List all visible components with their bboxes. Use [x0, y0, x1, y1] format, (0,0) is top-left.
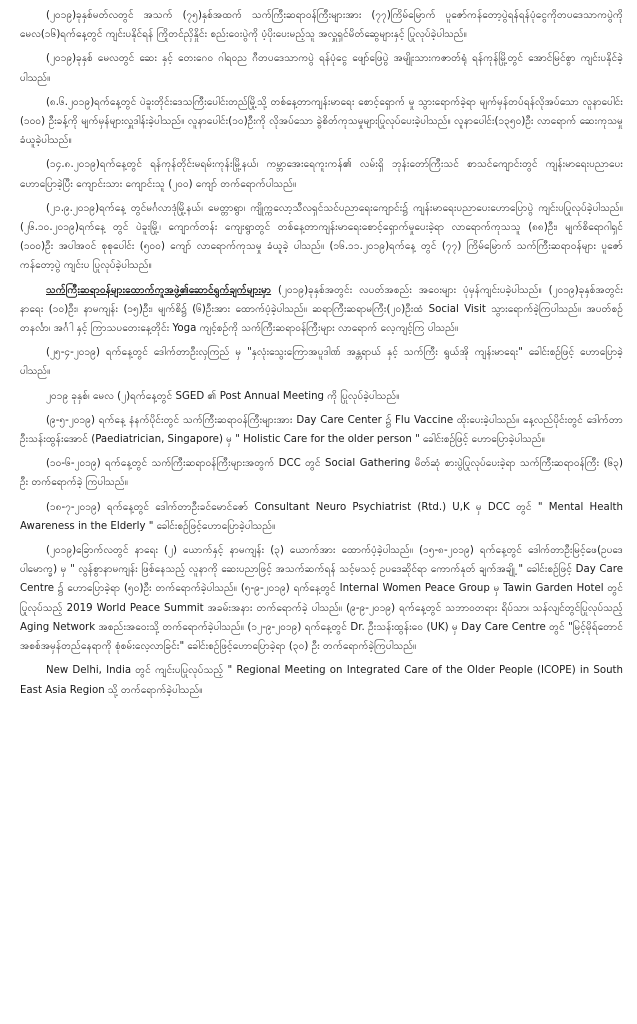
paragraph-9: (၉-၅-၂၀၁၉) ရက်နေ့ နံနက်ပိုင်းတွင် သက်ကြီးဆရာဝန်ကြီးများအား Day Care Center ၌ Flu Vaccine ထိုးပေးခဲ့ပါသည်။ နေ့လည်ပိုင်းတွင် ဒေါက်တာဦးသန်းထွန်းအောင် (Paediatrician, Singapore) မှ " Holistic Care for the older person " ခေါင်းစဉ်ဖြင့် ဟောပြောခဲ့ပါသည်။: [20, 414, 623, 446]
paragraph-7: (၂၅-၄-၂၀၁၉) ရက်နေ့တွင် ဒေါက်တာဦးလှကြည် မှ "နှလုံးသွေးကြောအပူဒါဏ် အန္တရာယ် နှင့် သက်ကြီး ရွယ်အို ကျန်းမာရေး" ခေါင်းစဉ်ဖြင့် ဟောပြောခဲ့ပါသည်။: [20, 347, 623, 378]
paragraph-1: (၂၀၁၉)ခုနှစ်မတ်လတွင် အသက် (၇၅)နှစ်အထက် သက်ကြီးဆရာဝန်ကြီးများအား (၇၇)ကြိမ်မြောက် ပူဇော်ကန်တော့ပွဲရန်ရန်ပုံငွေကိုတပဒေသာကပွဲကို မေလ(၁၆)ရက်နေ့တွင် ကျင်းပနိုင်ရန် ကြိုတင်ညှိနှိုင်း စည်းဝေးပွဲကို ပံ့ပိုးပေးမည့်သူ အလှူရှင်မိတ်ဆွေများနှင့် ပြုလုပ်ခဲ့ပါသည်။: [20, 10, 623, 41]
paragraph-12: (၂၀၁၉)ခြောက်လတွင် နာရေး (၂) ယောက်နှင့် နာမကျန်း (၃) ယောက်အား ထောက်ပံ့ခဲ့ပါသည်။ (၁၅-၈-၂၀၁၉) ရက်နေ့တွင် ဒေါက်တာဦးမြင့်ဖေ(ဥပဒေပါမောက္ခ) မှ " လွန်စွာနာမကျန်း ဖြစ်နေသည့် လူနာကို ဆေးပညာဖြင့် အသက်ဆက်ရန် သင့်မသင့် ဥပဒေဆိုင်ရာ ကောက်နုတ် ချက်အချို့ " ခေါင်းစဉ်ဖြင့် Day Care Centre ၌ ဟောပြောခဲ့ရာ (၅၀)ဦး တက်ရောက်ခဲ့ပါသည်။ (၅-၉-၂၀၁၉) ရက်နေ့တွင် Internal Women Peace Group မှ Tawin Garden Hotel တွင်ပြုလုပ်သည့် 2019 World Peace Summit အခမ်းအနား တက်ရောက်ခဲ့ ပါသည်။ (၉-၉-၂၀၁၉) ရက်နေ့တွင် သဘာဝတရား ရိပ်သာ၊ သန်လျင်တွင်ပြုလုပ်သည့် Aging Network အစည်းအဝေးသို့ တက်ရောက်ခဲ့ပါသည်။ (၁၂-၉-၂၀၁၉) ရက်နေ့တွင် Dr. ဦးသန်းထွန်းဝေ (UK) မှ Day Care Centre တွင် "မြင့်မိုရ်တောင်အစစ်အမှန်တည်နေရာကို စုံစမ်းလေ့လာခြင်း" ခေါင်းစဉ်ဖြင့်ဟောပြောခဲ့ရာ (၃၀) ဦး တက်ရောက်ခဲ့ကြပါသည်။: [20, 545, 623, 653]
paragraph-2: (၂၀၁၉)ခုနှစ် မေလတွင် ဆေး နှင့် တေးဂေဝ ဂါရဝည ဂီတပဒေသာကပွဲ ရန်ပုံငွေ ဖျော်ဖြေပွဲ အမျိုးသားကဇာတ်ရုံ ရန်ကုန်မြို့တွင် အောင်မြင်စွာ ကျင်းပနိုင်ခဲ့ပါသည်။: [20, 53, 623, 84]
paragraph-8: ၂၀၁၉ ခုနှစ်၊ မေလ (၂)ရက်နေ့တွင် SGED ၏ Post Annual Meeting ကို ပြုလုပ်ခဲ့ပါသည်။: [46, 390, 400, 402]
paragraph-11: (၁၈-၇-၂၀၁၉) ရက်နေ့တွင် ဒေါက်တာဦးခင်မောင်ဇော် Consultant Neuro Psychiatrist (Rtd.) U,K မှ DCC တွင် " Mental Health Awareness in the Elderly " ခေါင်းစဉ်ဖြင့်ဟောပြောခဲ့ပါသည်။: [20, 501, 623, 532]
paragraph-3: (၈.၆.၂၀၁၉)ရက်နေ့တွင် ပဲခူးတိုင်းဒေသကြီးပေါင်းတည်မြို့သို့ တစ်နေ့တာကျန်းမာရေး စောင့်ရှောက် မှု သွားရောက်ခဲ့ရာ မျက်မှန်တပ်ရန်လိုအပ်သော လူနာပေါင်း (၁၀၀) ဦးခန့်ကို မျက်မှန်များလှူဒါန်းခဲ့ပါသည်။ လူနာပေါင်း(၁၀)ဦးကို လိုအပ်သော ခွဲစိတ်ကုသမှုများပြုလုပ်ပေးခဲ့ပါသည်။ လူနာပေါင်း(၁၃၅၀)ဦး လာရောက် ဆေးကုသမှုခံယူခဲ့ပါသည်။: [20, 96, 623, 147]
paragraph-4: (၁၄.၈.၂၀၁၉)ရက်နေ့တွင် ရန်ကုန်တိုင်းမရမ်းကုန်းမြို့နယ်၊ ကမ္ဘာအေးရေကူးကန်၏ လမ်းရှိ ဘုန်းတော်ကြီးသင် စာသင်ကျောင်းတွင် ကျန်းမာရေးပညာပေးဟောပြောခဲ့ပြီး ကျောင်းသား ကျောင်းသူ (၂၀၀) ကျော် တက်ရောက်ပါသည်။: [20, 159, 623, 190]
paragraph-6-body: (၂၀၁၉)ခုနှစ်အတွင်း လပတ်အစည်း အဝေးများ ပုံမှန်ကျင်းပခဲ့ပါသည်။ (၂၀၁၉)ခုနှစ်အတွင်း နာရေး (၁၀)ဦး၊ နာမကျန်း (၁၅)ဦး၊ မျက်စိ၌ (၆)ဦးအား ထောက်ပံ့ခဲ့ပါသည်။ ဆရာကြီးဆရာမကြီး(၂၀)ဦးထံ Social Visit သွားရောက်ခဲ့ကြပါသည်။ အပတ်စဉ် တနင်္လာ၊ အင်္ဂါ နှင့် ကြာသပတေးနေ့တိုင်း Yoga ကျင့်စဉ်ကို သက်ကြီးဆရာဝန်ကြီးများ လာရောက် လေ့ကျင့်ကြ ပါသည်။: [20, 284, 623, 335]
paragraph-13: New Delhi, India တွင် ကျင်းပပြုလုပ်သည့် " Regional Meeting on Integrated Care of the Older People (ICOPE) in South East Asia Region သို့ တက်ရောက်ခဲ့ပါသည်။: [20, 665, 623, 696]
underlined-heading: သက်ကြီးဆရာဝန်များထောက်ကူအဖွဲ့၏ဆောင်ရွက်ချက်များမှာ: [46, 284, 272, 296]
paragraph-6: [20, 281, 623, 339]
paragraph-5: (၂၁.၉.၂၀၁၉)ရက်နေ့ တွင်မင်္ဂလာဒုံမြို့နယ်၊ မေတ္တာရွာ၊ ကျိုက္ကလော့သီလရှင်သင်ပညာရေးကျောင်း၌ ကျန်းမာရေးပညာပေးဟောပြောပွဲ ကျင်းပပြုလုပ်ခဲ့ပါသည်။ (၂၆.၁၀.၂၀၁၉)ရက်နေ့ တွင် ပဲခူးမြို့၊ ကျောက်တန်း ကျေးရွာတွင် တစ်နေ့တာကျန်းမာရေးစောင့်ရှောက်မှုပေးခဲ့ရာ လာရောက်ကုသသူ (၈၈)ဦး၊ မျက်စိရောဂါရှင် (၁၀၀)ဦး အပါအဝင် စုစုပေါင်း (၅၀၀) ကျော် လာရောက်ကုသမှု ခံယူခဲ့ ပါသည်။ (၁၆.၁၁.၂၀၁၉)ရက်နေ့ တွင် (၇၇) ကြိမ်မြောက် သက်ကြီးဆရာဝန်များ ပူဇော်ကန်တော့ပွဲ ကျင်းပ ပြုလုပ်ခဲ့ပါသည်။: [20, 202, 623, 272]
paragraph-10: (၁၀-၆-၂၀၁၉) ရက်နေ့တွင် သက်ကြီးဆရာဝန်ကြီးများအတွက် DCC တွင် Social Gathering မိတ်ဆုံ စားပွဲပြုလုပ်ပေးခဲ့ရာ သက်ကြီးဆရာဝန်ကြီး (၆၃) ဦး တက်ရောက်ခဲ့ ကြပါသည်။: [20, 458, 623, 489]
